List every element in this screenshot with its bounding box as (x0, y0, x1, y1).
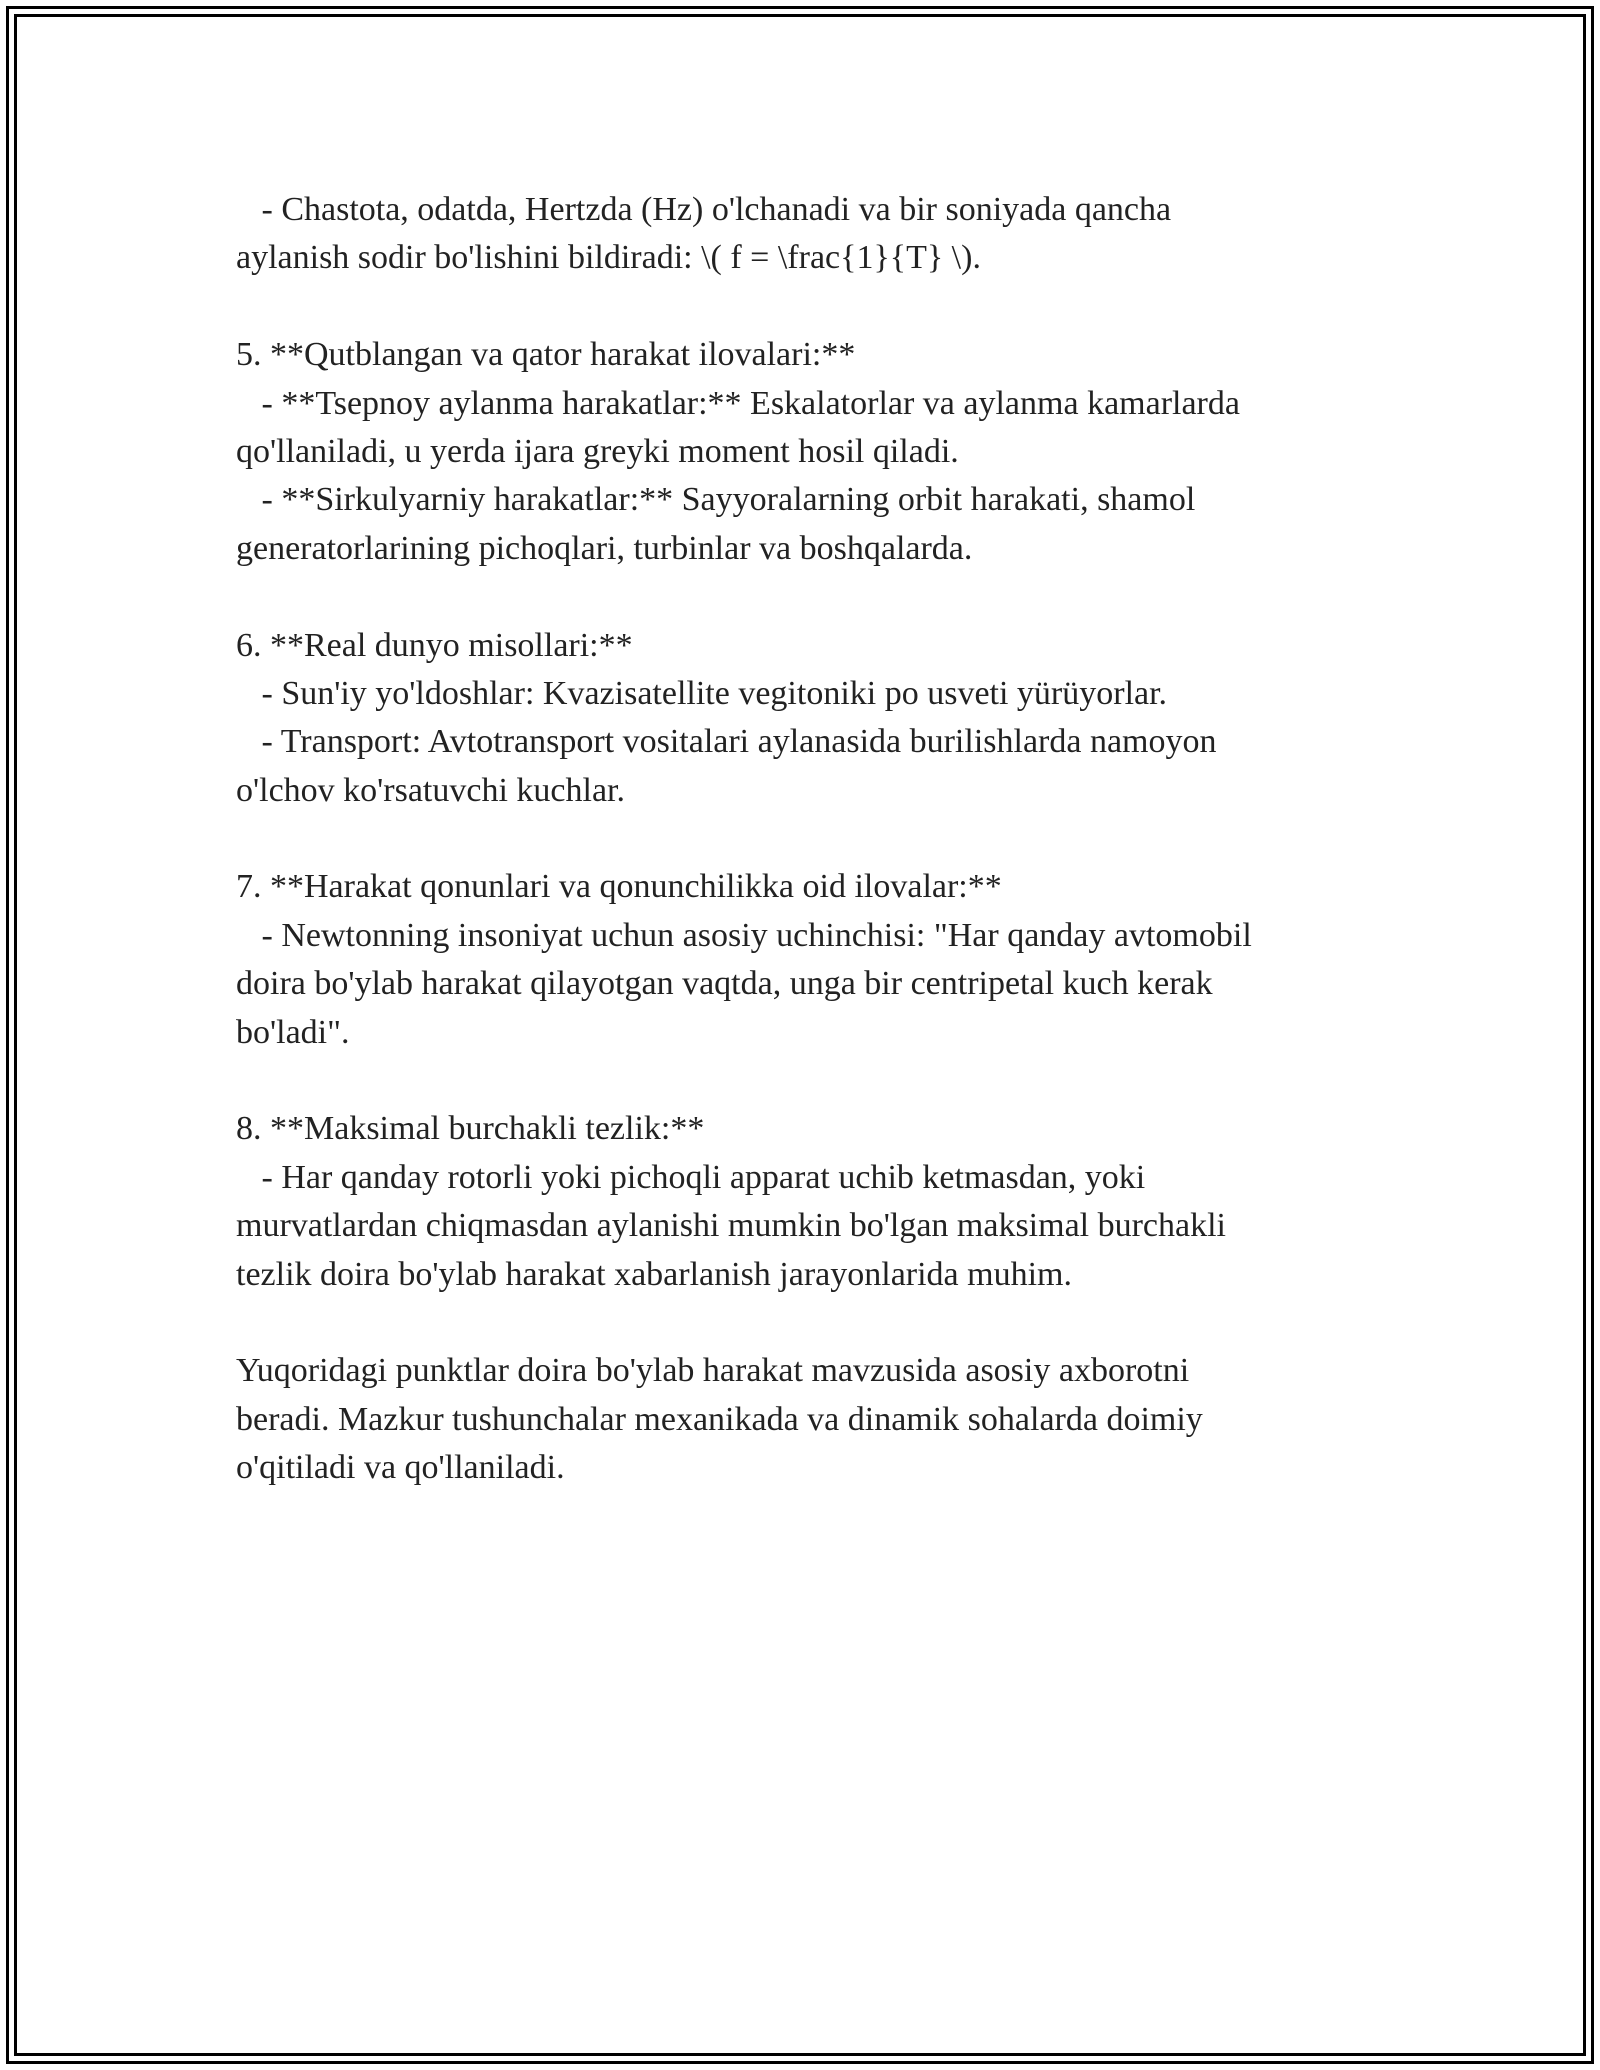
section-heading-7: 7. **Harakat qonunlari va qonunchilikka oid ilovalar:** (236, 868, 1002, 906)
text-line: - Transport: Avtotransport vositalari aylanasida burilishlarda namoyon (236, 723, 1217, 761)
document-body (236, 186, 1386, 1493)
text-line: - Newtonning insoniyat uchun asosiy uchinchisi: "Har qanday avtomobil (236, 916, 1252, 954)
text-line: bo'ladi". (236, 1013, 350, 1051)
text-line: - Sun'iy yo'ldoshlar: Kvazisatellite vegitoniki po usveti yürüyorlar. (236, 674, 1168, 712)
closing-paragraph-line: beradi. Mazkur tushunchalar mexanikada va dinamik sohalarda doimiy (236, 1400, 1203, 1438)
text-line: aylanish sodir bo'lishini bildiradi: \( f = \frac{1}{T} \). (236, 239, 981, 277)
paragraph-gap (236, 1057, 1386, 1105)
paragraph-gap (236, 573, 1386, 621)
paragraph-gap (236, 283, 1386, 331)
section-heading-5: 5. **Qutblangan va qator harakat ilovalari:** (236, 336, 856, 374)
section-heading-8: 8. **Maksimal burchakli tezlik:** (236, 1110, 705, 1148)
text-line: murvatlardan chiqmasdan aylanishi mumkin bo'lgan maksimal burchakli (236, 1207, 1227, 1245)
section-heading-6: 6. **Real dunyo misollari:** (236, 626, 633, 664)
text-line: qo'llaniladi, u yerda ijara greyki moment hosil qiladi. (236, 432, 959, 470)
text-line: - **Tsepnoy aylanma harakatlar:** Eskalatorlar va aylanma kamarlarda (236, 384, 1240, 422)
text-line: generatorlarining pichoqlari, turbinlar va boshqalarda. (236, 529, 973, 567)
text-line: - **Sirkulyarniy harakatlar:** Sayyoralarning orbit harakati, shamol (236, 481, 1196, 519)
paragraph-gap (236, 1299, 1386, 1347)
text-line: o'lchov ko'rsatuvchi kuchlar. (236, 771, 625, 809)
closing-paragraph-line: Yuqoridagi punktlar doira bo'ylab harakat mavzusida asosiy axborotni (236, 1352, 1190, 1390)
text-line: doira bo'ylab harakat qilayotgan vaqtda, unga bir centripetal kuch kerak (236, 965, 1213, 1003)
text-line: tezlik doira bo'ylab harakat xabarlanish jarayonlarida muhim. (236, 1255, 1072, 1293)
text-line: - Har qanday rotorli yoki pichoqli apparat uchib ketmasdan, yoki (236, 1158, 1146, 1196)
text-line: - Chastota, odatda, Hertzda (Hz) o'lchanadi va bir soniyada qancha (236, 191, 1172, 228)
closing-paragraph-line: o'qitiladi va qo'llaniladi. (236, 1449, 565, 1487)
paragraph-gap (236, 815, 1386, 863)
